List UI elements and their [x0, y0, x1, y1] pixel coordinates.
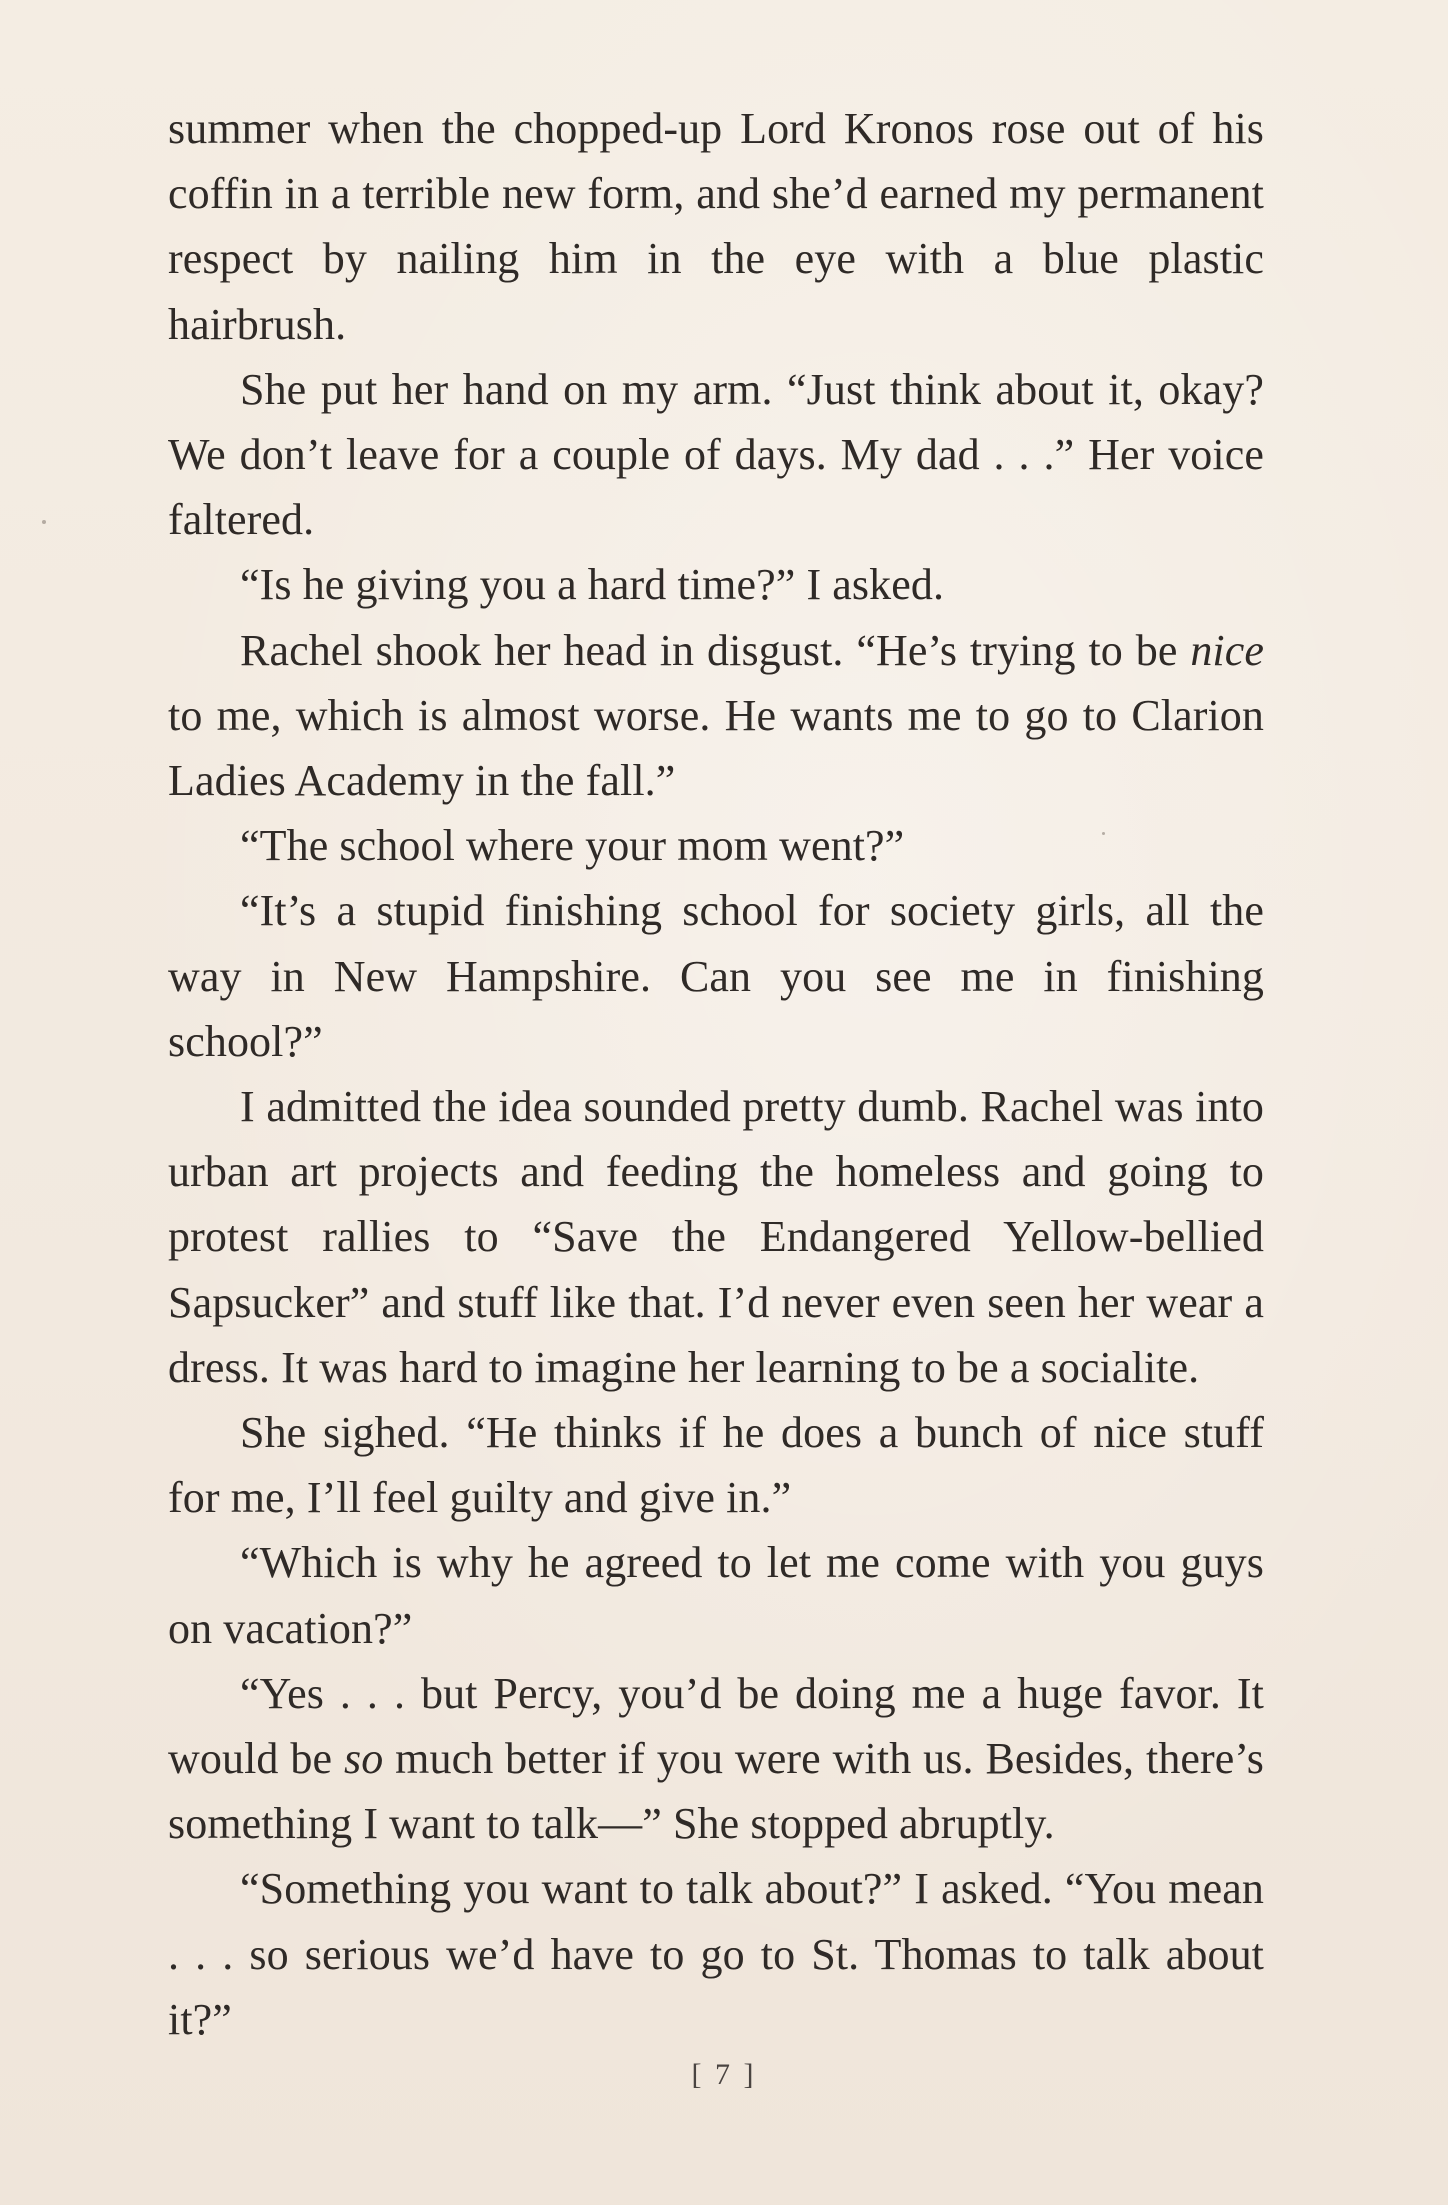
text-run: “The school where your mom went?” — [240, 821, 905, 871]
text-run: “It’s a stupid finishing school for society girls, all the way in New Hampshire. Can you see me in finishing school?” — [168, 886, 1264, 1066]
paragraph — [168, 96, 1264, 357]
paper-speck — [1102, 832, 1105, 835]
text-run: “Something you want to talk about?” I asked. “You mean . . . so serious we’d have to go to St. Thomas to talk about it?” — [168, 1864, 1264, 2044]
text-run: “Is he giving you a hard time?” I asked. — [240, 560, 945, 610]
body-text — [168, 96, 1264, 2052]
paragraph — [168, 618, 1264, 814]
paragraph — [168, 1400, 1264, 1530]
paragraph — [168, 1661, 1264, 1857]
text-run: Rachel shook her head in disgust. “He’s trying to be — [240, 625, 1191, 675]
text-run: “Which is why he agreed to let me come with you guys on vacation?” — [168, 1538, 1264, 1653]
paragraph — [168, 813, 1264, 878]
text-run: I admitted the idea sounded pretty dumb. Rachel was into urban art projects and feeding the homeless and going to protest rallies to “Save the Endangered Yellow-bellied Sapsucker” and stuff like that. I’d never even seen her wear a dress. It was hard to imagine her learning to be a socialite. — [168, 1082, 1264, 1392]
italic-text: so — [343, 1734, 384, 1784]
paragraph — [168, 552, 1264, 617]
text-run: to me, which is almost worse. He wants me to go to Clarion Ladies Academy in the fall.” — [168, 690, 1264, 806]
paragraph — [168, 1856, 1264, 2052]
page-number: [ 7 ] — [691, 2058, 757, 2091]
text-run: much better if you were with us. Besides, there’s something I want to talk—” She stopped abruptly. — [168, 1734, 1264, 1849]
italic-text: nice — [1190, 625, 1264, 675]
text-run: “Yes . . . but Percy, you’d be doing me a huge favor. It would be — [168, 1668, 1264, 1784]
paragraph — [168, 1530, 1264, 1660]
text-run: She put her hand on my arm. “Just think about it, okay? We don’t leave for a couple of days. My dad . . .” Her voice faltered. — [168, 364, 1264, 545]
paragraph — [168, 1074, 1264, 1400]
text-run: She sighed. “He thinks if he does a bunch of nice stuff for me, I’ll feel guilty and give in.” — [168, 1408, 1264, 1523]
paragraph — [168, 878, 1264, 1074]
paragraph — [168, 357, 1264, 553]
text-run: summer when the chopped-up Lord Kronos rose out of his coffin in a terrible new form, and she’d earned my permanent respect by nailing him in the eye with a blue plastic hairbrush. — [168, 104, 1264, 349]
paper-speck — [42, 520, 46, 524]
